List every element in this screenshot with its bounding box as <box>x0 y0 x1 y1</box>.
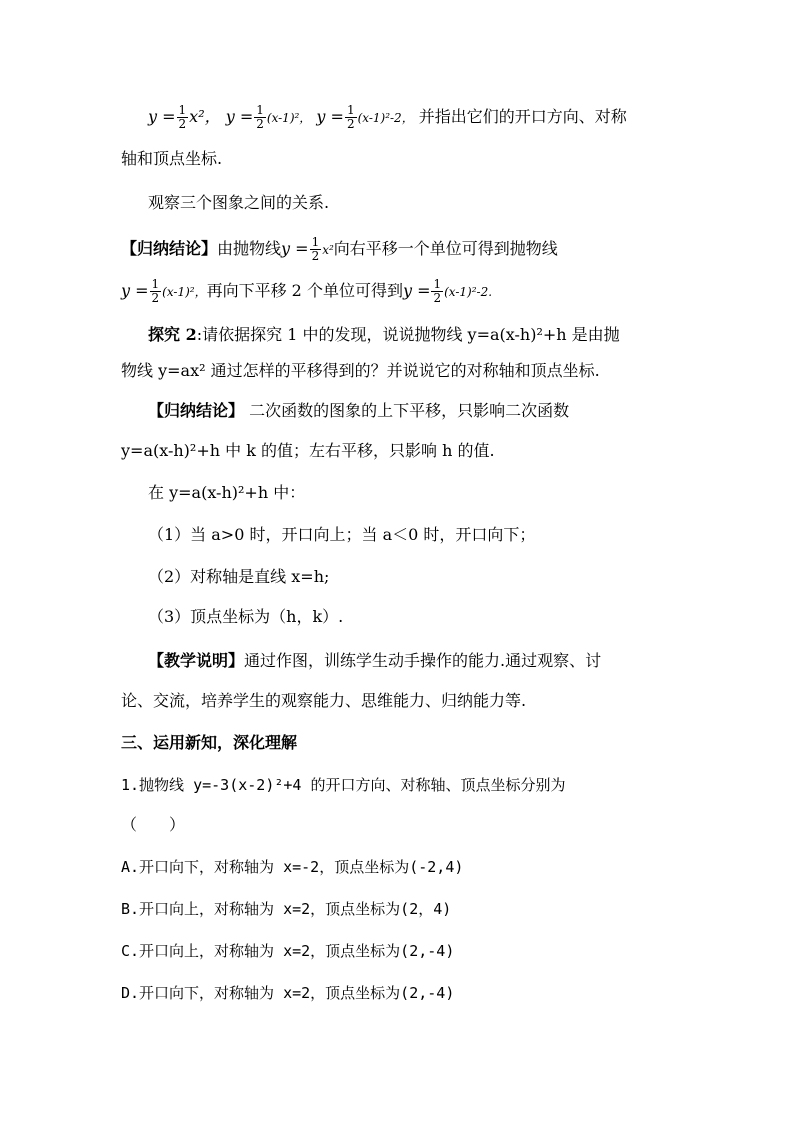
f1-suffix: x²， <box>189 107 221 126</box>
f2-suffix: (x-1)²， <box>266 111 312 125</box>
option-d: D.开口向下，对称轴为 x=2，顶点坐标为(2,-4) <box>121 984 455 1002</box>
list-item: （3）顶点坐标为（h，k）. <box>148 607 344 626</box>
fraction-one-half: $\frac{1}{2}$ <box>433 277 442 305</box>
summary-line: 【归纳结论】 二次函数的图象的上下平移，只影响二次函数 <box>148 401 570 420</box>
summary-label: 【归纳结论】 <box>121 239 218 258</box>
fraction-one-half: $\frac{1}{2}$ <box>311 235 320 263</box>
f1-prefix: y = <box>148 107 176 126</box>
fraction-one-half: $\frac{1}{2}$ <box>256 103 264 131</box>
question-stem: 1.抛物线 y=-3(x-2)²+4 的开口方向、对称轴、顶点坐标分别为 <box>121 776 566 794</box>
summary-line: y=a(x-h)²+h 中 k 的值；左右平移，只影响 h 的值. <box>121 441 495 460</box>
list-item: （1）当 a>0 时，开口向上；当 a＜0 时，开口向下； <box>148 525 536 544</box>
summary-line: y = $\frac{1}{2}$ (x-1)²，再向下平移 2 个单位可得到y = $\frac{1}{2}$ (x-1)²-2. <box>121 277 493 305</box>
paragraph-line: 轴和顶点坐标. <box>121 149 223 168</box>
instruction-text: 并指出它们的开口方向、对称 <box>418 107 627 126</box>
f3-prefix: y = <box>316 107 344 126</box>
list-item: （2）对称轴是直线 x=h; <box>148 567 330 586</box>
f3-suffix: (x-1)²-2， <box>357 111 414 125</box>
fraction-one-half: $\frac{1}{2}$ <box>346 103 355 131</box>
summary-line: 【归纳结论】由抛物线y = $\frac{1}{2}$ x²向右平移一个单位可得到抛物线 <box>121 235 558 263</box>
option-c: C.开口向上，对称轴为 x=2，顶点坐标为(2,-4) <box>121 942 455 960</box>
functions-line <box>148 104 708 131</box>
paragraph-line: 在 y=a(x-h)²+h 中： <box>148 483 306 502</box>
teaching-line: 【教学说明】通过作图，训练学生动手操作的能力.通过观察、讨 <box>148 651 602 670</box>
explore-label: 探究 2 <box>148 325 197 344</box>
teaching-label: 【教学说明】 <box>148 651 245 670</box>
summary-label: 【归纳结论】 <box>148 401 245 420</box>
teaching-line: 论、交流，培养学生的观察能力、思维能力、归纳能力等. <box>121 691 527 710</box>
fraction-one-half: $\frac{1}{2}$ <box>178 103 187 131</box>
explore-line: 探究 2:请依据探究 1 中的发现，说说抛物线 y=a(x-h)²+h 是由抛 <box>148 325 620 344</box>
f2-prefix: y = <box>225 107 254 126</box>
fraction-one-half: $\frac{1}{2}$ <box>151 277 160 305</box>
option-a: A.开口向下，对称轴为 x=-2，顶点坐标为(-2,4) <box>121 858 464 876</box>
paragraph-line: 观察三个图象之间的关系. <box>148 193 330 212</box>
answer-blank: （ ） <box>121 815 186 834</box>
option-b: B.开口向上，对称轴为 x=2，顶点坐标为(2，4) <box>121 900 452 918</box>
section-heading: 三、运用新知，深化理解 <box>121 733 298 752</box>
explore-line: 物线 y=ax² 通过怎样的平移得到的？并说说它的对称轴和顶点坐标. <box>121 361 600 380</box>
